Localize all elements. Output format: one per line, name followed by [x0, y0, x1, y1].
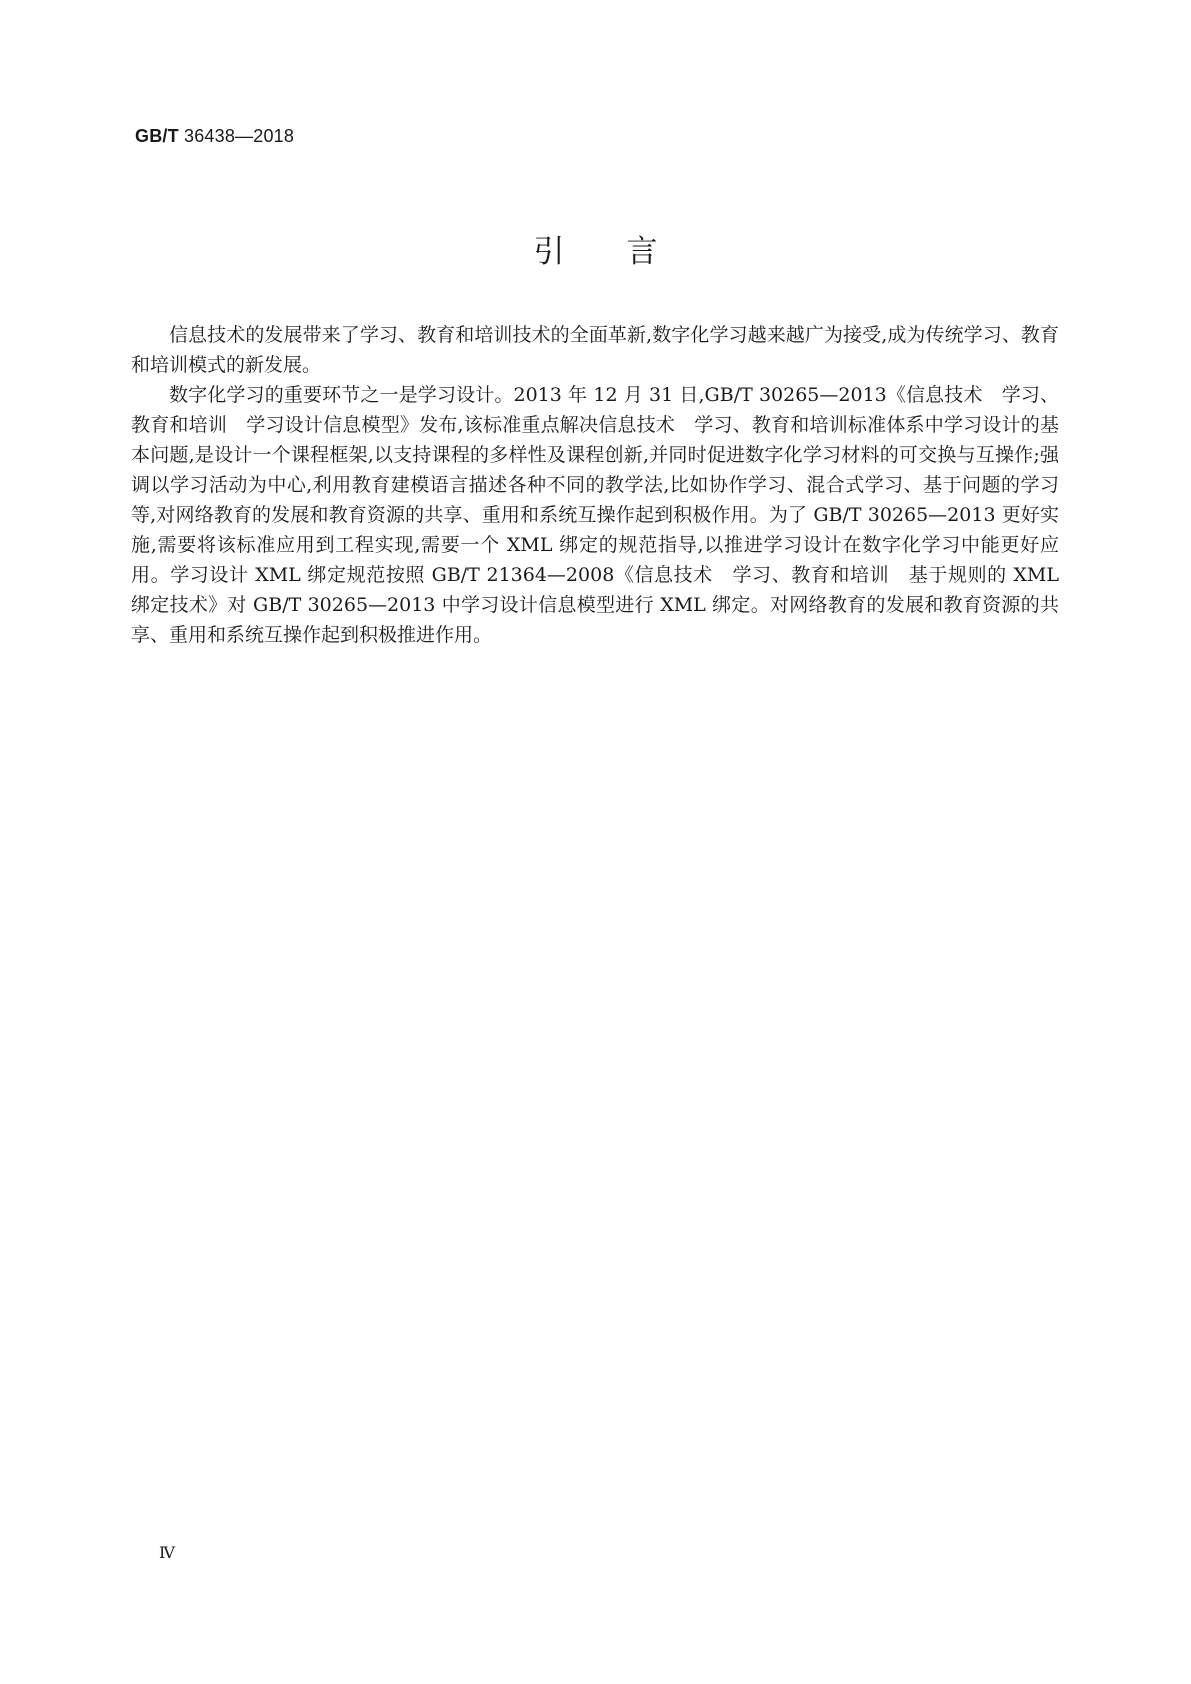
paragraph-2: 数字化学习的重要环节之一是学习设计。2013 年 12 月 31 日,GB/T 30265—2013《信息技术 学习、教育和培训 学习设计信息模型》发布,该标准重点解决信息技术 学习、教育和培训标准体系中学习设计的基本问题,是设计一个课程框架,以支持课程的多样性及课程创新,并同时促进数字化学习材料的可交换与互操作;强调以学习活动为中心,利用教育建模语言描述各种不同的教学法,比如协作学习、混合式学习、基于问题的学习等,对网络教育的发展和教育资源的共享、重用和系统互操作起到积极作用。为了 GB/T 30265—2013 更好实施,需要将该标准应用到工程实现,需要一个 XML 绑定的规范指导,以推进学习设计在数字化学习中能更好应用。学习设计 XML 绑定规范按照 GB/T 21364—2008《信息技术 学习、教育和培训 基于规则的 XML 绑定技术》对 GB/T 30265—2013 中学习设计信息模型进行 XML 绑定。对网络教育的发展和教育资源的共享、重用和系统互操作起到积极推进作用。 — [131, 384, 1059, 646]
page-number: Ⅳ — [159, 1543, 175, 1562]
standard-number: 36438—2018 — [184, 126, 295, 146]
paragraph-1: 信息技术的发展带来了学习、教育和培训技术的全面革新,数字化学习越来越广为接受,成为传统学习、教育和培训模式的新发展。 — [131, 324, 1059, 376]
introduction-body — [131, 320, 1059, 650]
page-title: 引言 — [533, 234, 720, 270]
standard-code-header — [135, 126, 294, 147]
standard-prefix: GB/T — [135, 126, 179, 146]
